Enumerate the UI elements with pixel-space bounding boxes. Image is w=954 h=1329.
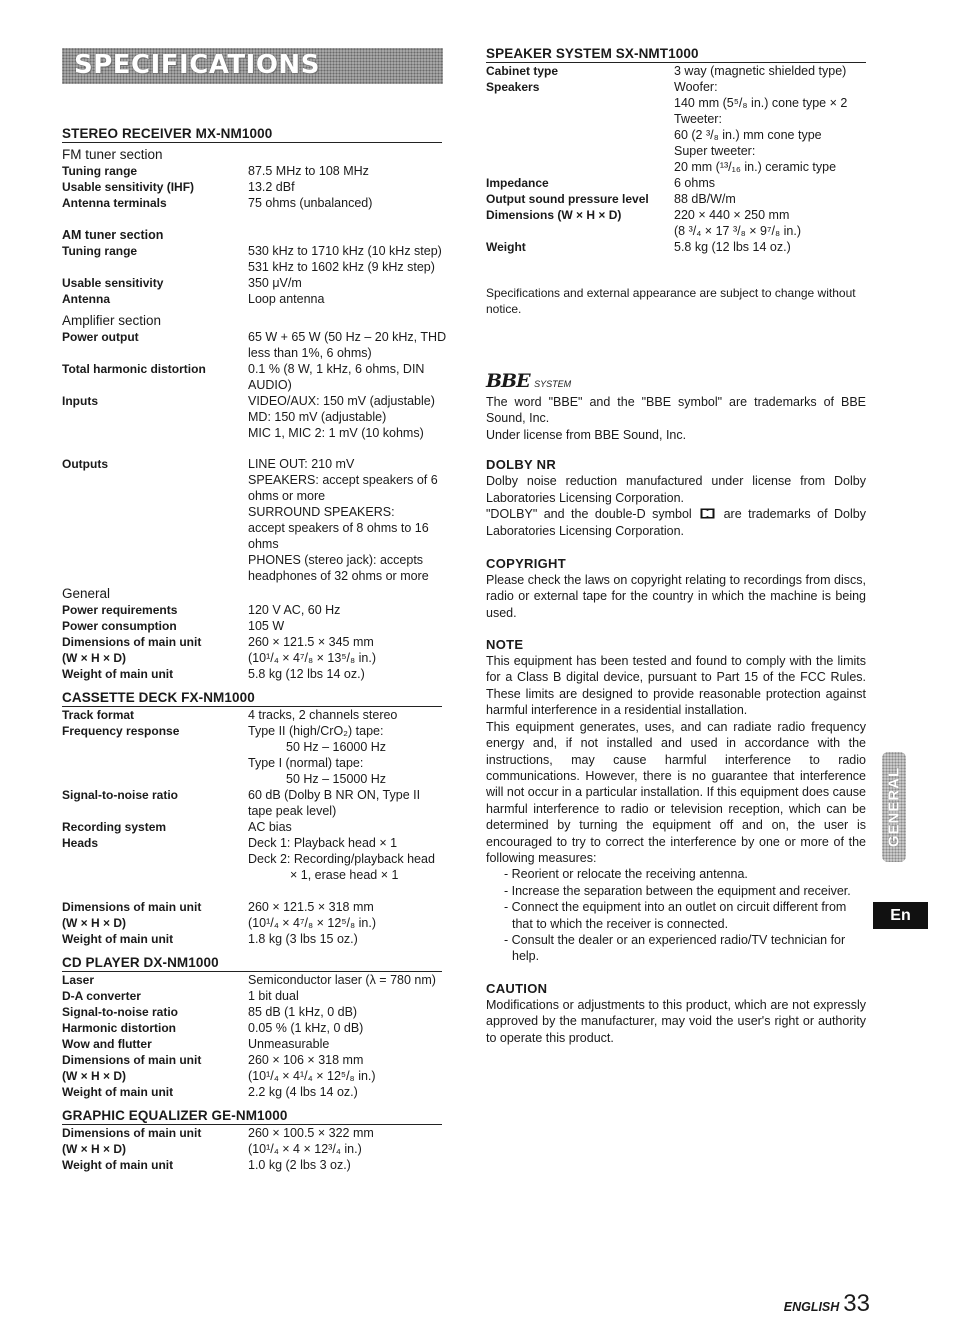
bbe-logo-suffix: SYSTEM	[534, 379, 572, 389]
spacer	[62, 211, 442, 227]
spec-row	[62, 179, 442, 195]
spec-key: Dimensions of main unit	[62, 1053, 202, 1067]
spec-row	[62, 618, 442, 634]
copyright-block	[486, 556, 866, 621]
general-spec-list	[62, 602, 442, 682]
spec-value-line: Type II (high/CrO₂) tape:	[248, 724, 384, 738]
general-side-tab	[882, 752, 906, 862]
spec-key: Output sound pressure level	[486, 192, 649, 206]
spec-row	[62, 456, 442, 584]
spec-key: Tuning range	[62, 244, 138, 258]
spec-key: Weight of main unit	[62, 1085, 174, 1099]
double-d-icon	[700, 507, 715, 523]
spec-value-line: less than 1%, 6 ohms)	[248, 346, 372, 360]
spec-value-line: 260 × 121.5 × 345 mm	[248, 635, 374, 649]
spec-row	[62, 1036, 442, 1052]
spec-row	[62, 163, 442, 179]
list-item: - Consult the dealer or an experienced radio/TV technician for help.	[504, 932, 846, 964]
language-tab: En	[873, 902, 928, 929]
spec-key: Frequency response	[62, 724, 180, 738]
dolby-text-2	[486, 506, 866, 540]
spec-row	[62, 1084, 442, 1100]
spec-value-line: 0.05 % (1 kHz, 0 dB)	[248, 1021, 364, 1035]
spec-value-line: 50 Hz – 16000 Hz	[286, 740, 387, 754]
spec-value	[248, 1052, 442, 1068]
dolby-text-2b: are trademarks of Dolby Laboratories Licensing Corporation.	[486, 507, 866, 539]
note-text-2: This equipment generates, uses, and can radiate radio frequency energy and, if not installed and used in accordance with the instructions, may cause harmful interference to radio communications. However, there is no guarantee that interference will not occur in a particular installation. If this equipment does cause harmful interference to radio or television reception, which can be determined by turning the equipment off and on, the user is encouraged to try to correct the interference by one or more of the following measures:	[486, 719, 866, 865]
side-tab-label: GENERAL	[885, 766, 903, 848]
page-number: 33	[843, 1290, 870, 1317]
spec-key: Antenna terminals	[62, 196, 167, 210]
caution-text: Modifications or adjustments to this product, which are not expressly approved by the manufacturer, may void the user's right or authority to operate this product.	[486, 997, 866, 1045]
spec-key: Speakers	[486, 80, 540, 94]
spec-value-line: × 1, erase head × 1	[290, 868, 399, 882]
spec-value	[248, 291, 442, 307]
spec-value-line: Deck 2: Recording/playback head	[248, 852, 435, 866]
spec-value	[248, 835, 442, 883]
spec-value-line: accept speakers of 8 ohms to 16	[248, 521, 429, 535]
spec-value	[248, 634, 442, 650]
fm-section-title: FM tuner section	[62, 147, 163, 162]
spec-value-line: 350 μV/m	[248, 276, 302, 290]
spec-value	[248, 988, 442, 1004]
spec-key: (W × H × D)	[62, 651, 127, 665]
spec-value	[674, 175, 866, 191]
spec-value	[248, 1036, 442, 1052]
spec-value-line: VIDEO/AUX: 150 mV (adjustable)	[248, 394, 435, 408]
spec-value	[248, 723, 442, 787]
spec-row	[486, 207, 866, 239]
cd-title: CD PLAYER DX-NM1000	[62, 955, 442, 972]
specifications-banner	[62, 48, 443, 84]
left-column	[62, 126, 447, 1173]
caution-title: CAUTION	[486, 980, 548, 996]
spec-row	[486, 175, 866, 191]
spec-value-line: 65 W + 65 W (50 Hz – 20 kHz, THD	[248, 330, 447, 344]
spec-value	[248, 393, 442, 441]
spec-row	[62, 988, 442, 1004]
spec-value-line: SPEAKERS: accept speakers of 6	[248, 473, 438, 487]
spec-value-line: 220 × 440 × 250 mm	[674, 208, 790, 222]
spec-value-line: 260 × 100.5 × 322 mm	[248, 1126, 374, 1140]
spec-value	[248, 972, 442, 988]
dolby-text-2a: "DOLBY" and the double-D symbol	[486, 507, 692, 522]
spec-value-line: 531 kHz to 1602 kHz (9 kHz step)	[248, 260, 435, 274]
spacer	[62, 883, 442, 899]
spec-value-line: 5.8 kg (12 lbs 14 oz.)	[248, 667, 365, 681]
spec-value	[248, 179, 442, 195]
spec-value	[248, 707, 442, 723]
spec-value-line: Tweeter:	[674, 112, 722, 126]
amp-spec-list	[62, 329, 447, 584]
spec-key: (W × H × D)	[62, 1069, 127, 1083]
spec-value-line: (10¹/₄ × 4 × 12³/₄ in.)	[248, 1142, 362, 1156]
spec-value-line: 1.0 kg (2 lbs 3 oz.)	[248, 1158, 351, 1172]
spec-value-line: 50 Hz – 15000 Hz	[286, 772, 387, 786]
spec-row	[62, 393, 442, 441]
spec-row	[62, 634, 442, 650]
spec-row	[486, 79, 866, 175]
spec-value	[674, 63, 866, 79]
spec-value	[248, 195, 442, 211]
spec-row	[62, 650, 442, 666]
spec-value-line: tape peak level)	[248, 804, 337, 818]
spec-value	[248, 819, 442, 835]
spec-key: Weight of main unit	[62, 667, 174, 681]
spec-key: Power output	[62, 330, 139, 344]
spec-row	[62, 1125, 442, 1141]
spec-value-line: 13.2 dBf	[248, 180, 295, 194]
spec-value-line: 120 V AC, 60 Hz	[248, 603, 341, 617]
spec-value-line: 60 dB (Dolby B NR ON, Type II	[248, 788, 421, 802]
spec-value-line: 20 mm (¹³/₁₆ in.) ceramic type	[674, 160, 837, 174]
cassette-title: CASSETTE DECK FX-NM1000	[62, 690, 442, 707]
spec-value	[248, 931, 442, 947]
spec-key: Usable sensitivity	[62, 276, 164, 290]
spec-row	[486, 191, 866, 207]
spec-value-line: AC bias	[248, 820, 292, 834]
spec-key: Weight	[486, 240, 526, 254]
spec-value	[248, 1157, 442, 1173]
spec-value	[674, 191, 866, 207]
fm-spec-list	[62, 163, 442, 211]
spec-value	[248, 1004, 442, 1020]
spec-value-line: 105 W	[248, 619, 285, 633]
spec-value	[674, 239, 866, 255]
spec-row	[62, 899, 442, 915]
spec-value	[248, 275, 442, 291]
spec-key: Outputs	[62, 457, 108, 471]
spec-value-line: MIC 1, MIC 2: 1 mV (10 kohms)	[248, 426, 424, 440]
spec-value-line: 260 × 121.5 × 318 mm	[248, 900, 374, 914]
spec-value-line: Loop antenna	[248, 292, 325, 306]
spec-row	[62, 275, 442, 291]
spec-value-line: Super tweeter:	[674, 144, 756, 158]
spec-key: D-A converter	[62, 989, 141, 1003]
right-column	[486, 46, 866, 1046]
spec-row	[62, 329, 447, 361]
spec-key: Weight of main unit	[62, 932, 174, 946]
am-spec-list	[62, 243, 442, 307]
spec-key: Track format	[62, 708, 135, 722]
spec-row	[62, 602, 442, 618]
spec-row	[62, 972, 442, 988]
spec-value-line: SURROUND SPEAKERS:	[248, 505, 395, 519]
spec-key: Usable sensitivity (IHF)	[62, 180, 195, 194]
spec-value-line: 60 (2 ³/₈ in.) mm cone type	[674, 128, 822, 142]
spec-value	[248, 650, 442, 666]
eq-spec-list	[62, 1125, 442, 1173]
eq-title: GRAPHIC EQUALIZER GE-NM1000	[62, 1108, 442, 1125]
spec-value	[248, 787, 442, 819]
spec-value-line: Unmeasurable	[248, 1037, 330, 1051]
spec-value	[248, 602, 442, 618]
spec-key: Weight of main unit	[62, 1158, 174, 1172]
spec-row	[62, 1004, 442, 1020]
spec-key: Dimensions of main unit	[62, 1126, 202, 1140]
note-block	[486, 637, 866, 965]
spec-key: Laser	[62, 973, 95, 987]
note-text-1: This equipment has been tested and found to comply with the limits for a Class B digital device, pursuant to Part 15 of the FCC Rules. These limits are designed to provide reasonable protection against harmful interference in a residential installation.	[486, 654, 866, 718]
copyright-title: COPYRIGHT	[486, 555, 566, 571]
am-section-title: AM tuner section	[62, 228, 164, 242]
spec-value-line: 5.8 kg (12 lbs 14 oz.)	[674, 240, 791, 254]
spec-value-line: 6 ohms	[674, 176, 715, 190]
spec-value-line: 2.2 kg (4 lbs 14 oz.)	[248, 1085, 358, 1099]
receiver-title: STEREO RECEIVER MX-NM1000	[62, 126, 442, 143]
dolby-block	[486, 457, 866, 540]
bbe-block	[486, 371, 866, 443]
spec-value	[674, 207, 866, 239]
spec-value-line: Type I (normal) tape:	[248, 756, 364, 770]
spec-key: Inputs	[62, 394, 98, 408]
spec-value-line: (10¹/₄ × 4¹/₄ × 12⁵/₈ in.)	[248, 1069, 376, 1083]
spec-row	[486, 239, 866, 255]
spec-value	[248, 456, 442, 584]
spec-row	[62, 1020, 442, 1036]
list-item: - Connect the equipment into an outlet on circuit different from that to which the receiver is connected.	[504, 900, 847, 931]
spec-key: Tuning range	[62, 164, 138, 178]
spec-row	[62, 835, 442, 883]
spec-row	[62, 931, 442, 947]
spec-key: Power requirements	[62, 603, 178, 617]
footer-language: ENGLISH	[783, 1300, 840, 1314]
spec-value-line: (10¹/₄ × 4⁷/₈ × 12⁵/₈ in.)	[248, 916, 377, 930]
spec-value-line: AUDIO)	[248, 378, 292, 392]
spec-value	[248, 915, 442, 931]
spec-value	[248, 1068, 442, 1084]
spec-value-line: 4 tracks, 2 channels stereo	[248, 708, 398, 722]
spec-value-line: 530 kHz to 1710 kHz (10 kHz step)	[248, 244, 442, 258]
spec-value-line: 260 × 106 × 318 mm	[248, 1053, 364, 1067]
spec-key: (W × H × D)	[62, 916, 127, 930]
bbe-logo-mark: BBE	[486, 370, 530, 392]
spec-value-line: 75 ohms (unbalanced)	[248, 196, 373, 210]
caution-block	[486, 981, 866, 1046]
spec-key: Recording system	[62, 820, 167, 834]
spec-row	[62, 787, 442, 819]
spec-value-line: Semiconductor laser (λ = 780 nm)	[248, 973, 436, 987]
spec-value-line: 85 dB (1 kHz, 0 dB)	[248, 1005, 358, 1019]
amp-section-title: Amplifier section	[62, 313, 162, 328]
spec-key: Dimensions (W × H × D)	[486, 208, 622, 222]
spec-row	[62, 723, 442, 787]
spec-value	[248, 618, 442, 634]
bbe-license-text: Under license from BBE Sound, Inc.	[486, 427, 687, 442]
spec-row	[62, 291, 442, 307]
dolby-title: DOLBY NR	[486, 457, 557, 473]
spec-row	[62, 1052, 442, 1068]
spec-row	[62, 1068, 442, 1084]
spec-key: Harmonic distortion	[62, 1021, 177, 1035]
copyright-text: Please check the laws on copyright relating to recordings from discs, radio or external tape for the country in which the machine is being used.	[486, 572, 866, 620]
spec-value-line: PHONES (stereo jack): accepts	[248, 553, 424, 567]
spec-row	[486, 63, 866, 79]
spec-key: Signal-to-noise ratio	[62, 788, 179, 802]
spec-notice: Specifications and external appearance are subject to change without notice.	[486, 286, 856, 316]
spec-row	[62, 1141, 442, 1157]
spec-key: Dimensions of main unit	[62, 635, 202, 649]
spec-value	[248, 1084, 442, 1100]
spec-key: Cabinet type	[486, 64, 559, 78]
note-title: NOTE	[486, 637, 524, 653]
spec-value	[674, 79, 866, 175]
spec-row	[62, 819, 442, 835]
spec-key: Power consumption	[62, 619, 177, 633]
spec-value-line: 1 bit dual	[248, 989, 299, 1003]
spec-value	[248, 899, 442, 915]
cd-spec-list	[62, 972, 442, 1100]
spec-key: Signal-to-noise ratio	[62, 1005, 179, 1019]
spec-value-line: 88 dB/W/m	[674, 192, 736, 206]
spec-value	[248, 361, 442, 393]
spec-value	[248, 163, 442, 179]
spec-value-line: (8 ³/₄ × 17 ³/₈ × 9⁷/₈ in.)	[674, 224, 801, 238]
page-title: SPECIFICATIONS	[74, 50, 320, 80]
spec-value-line: 0.1 % (8 W, 1 kHz, 6 ohms, DIN	[248, 362, 425, 376]
spec-value	[248, 1020, 442, 1036]
list-item: - Increase the separation between the equipment and receiver.	[504, 883, 851, 898]
spec-value-line: MD: 150 mV (adjustable)	[248, 410, 387, 424]
spec-row	[62, 666, 442, 682]
bbe-trademark-text: The word "BBE" and the "BBE symbol" are trademarks of BBE Sound, Inc.	[486, 395, 866, 426]
spec-value	[248, 329, 446, 361]
spec-key: Impedance	[486, 176, 549, 190]
spec-value	[248, 1125, 442, 1141]
note-measures-list	[486, 866, 866, 964]
spec-value	[248, 243, 442, 275]
spec-key: Dimensions of main unit	[62, 900, 202, 914]
spec-key: (W × H × D)	[62, 1142, 127, 1156]
spec-value-line: ohms or more	[248, 489, 326, 503]
spec-value-line: 1.8 kg (3 lbs 15 oz.)	[248, 932, 358, 946]
spec-key: Total harmonic distortion	[62, 362, 206, 376]
spec-row	[62, 1157, 442, 1173]
page-footer	[770, 1290, 870, 1318]
spec-value-line: 140 mm (5⁵/₈ in.) cone type × 2	[674, 96, 848, 110]
spec-value-line: Woofer:	[674, 80, 718, 94]
spec-row	[62, 915, 442, 931]
spec-row	[62, 361, 442, 393]
spec-key: Antenna	[62, 292, 110, 306]
spec-value	[248, 1141, 442, 1157]
spec-value-line: Deck 1: Playback head × 1	[248, 836, 398, 850]
spec-value-line: 87.5 MHz to 108 MHz	[248, 164, 369, 178]
spec-value-line: 3 way (magnetic shielded type)	[674, 64, 847, 78]
spec-row	[62, 707, 442, 723]
spec-value-line: LINE OUT: 210 mV	[248, 457, 355, 471]
spec-row	[62, 243, 442, 275]
spec-value-line: ohms	[248, 537, 279, 551]
spec-value-line: headphones of 32 ohms or more	[248, 569, 429, 583]
dolby-text-1: Dolby noise reduction manufactured under license from Dolby Laboratories Licensing Corporation.	[486, 474, 866, 505]
spec-value-line: (10¹/₄ × 4⁷/₈ × 13⁵/₈ in.)	[248, 651, 377, 665]
spec-key: Wow and flutter	[62, 1037, 152, 1051]
spec-value	[248, 666, 442, 682]
spec-key: Heads	[62, 836, 99, 850]
bbe-logo	[486, 371, 866, 394]
spec-row	[62, 195, 442, 211]
general-section-title: General	[62, 586, 111, 601]
list-item: - Reorient or relocate the receiving antenna.	[504, 867, 748, 882]
speaker-title: SPEAKER SYSTEM SX-NMT1000	[486, 46, 866, 63]
